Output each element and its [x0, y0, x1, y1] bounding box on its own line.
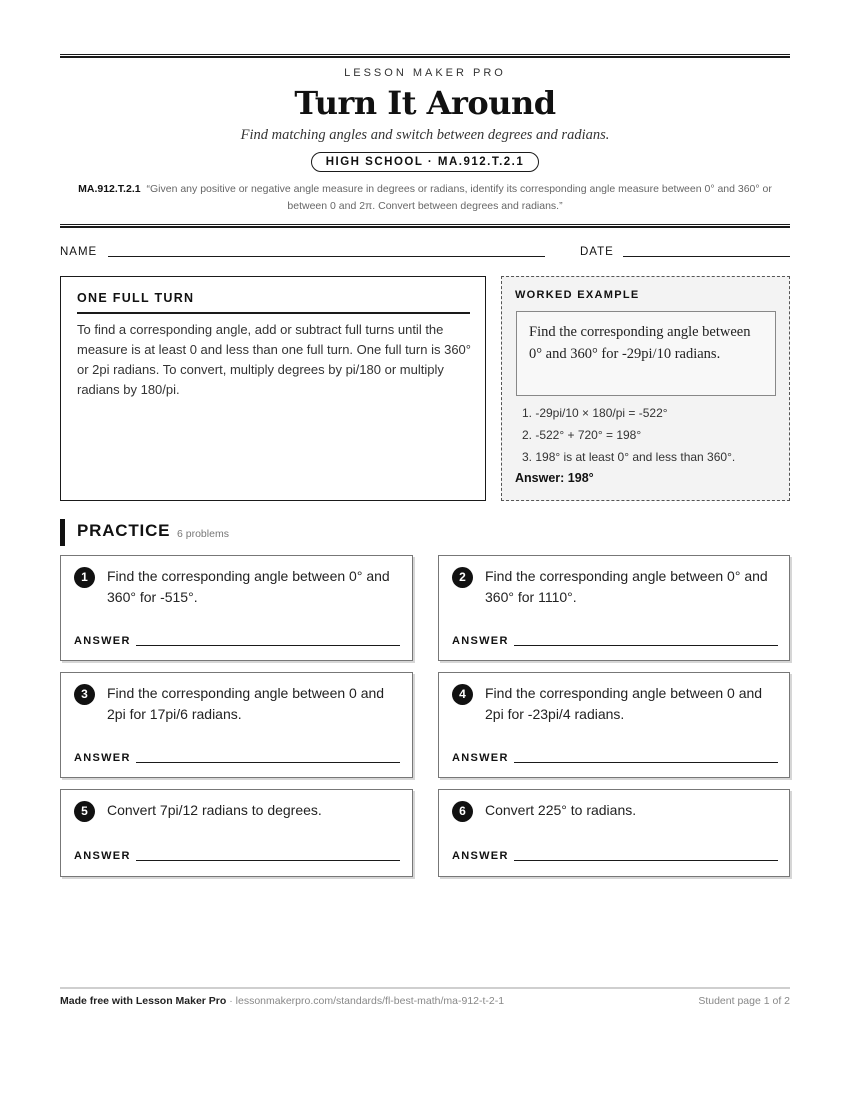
- problem-card: [438, 672, 790, 778]
- worksheet-title: Turn It Around: [294, 84, 556, 122]
- standard-description: [60, 181, 790, 215]
- worked-example-step: 1. -29pi/10 × 180/pi = -522°: [522, 406, 668, 420]
- answer-field[interactable]: [514, 762, 778, 763]
- problem-card: [60, 555, 413, 661]
- problem-text: Find the corresponding angle between 0 and 2pi for 17pi/6 radians.: [107, 685, 385, 722]
- footer-credit: [60, 995, 504, 1007]
- worked-example-step: 2. -522° + 720° = 198°: [522, 428, 642, 442]
- answer-label: ANSWER: [74, 752, 131, 764]
- problem-number: 4: [452, 684, 473, 705]
- answer-field[interactable]: [136, 762, 400, 763]
- answer-field[interactable]: [514, 860, 778, 861]
- intro-heading-rule: [77, 312, 470, 314]
- name-field[interactable]: [108, 256, 545, 257]
- practice-count: 6 problems: [177, 528, 229, 540]
- answer-field[interactable]: [514, 645, 778, 646]
- brand-name: LESSON MAKER PRO: [344, 67, 506, 79]
- problem-number: 1: [74, 567, 95, 588]
- problem-text: Find the corresponding angle between 0° and 360° for -515°.: [107, 568, 390, 605]
- worked-example-answer: Answer: 198°: [515, 471, 594, 485]
- date-label: DATE: [580, 246, 614, 258]
- answer-field[interactable]: [136, 645, 400, 646]
- worked-example-steps: [522, 402, 735, 468]
- footer-made-with: Made free with Lesson Maker Pro: [60, 995, 227, 1007]
- worksheet-subtitle: Find matching angles and switch between degrees and radians.: [240, 127, 610, 143]
- worksheet-page: [60, 0, 790, 1100]
- footer-rule: [60, 987, 790, 989]
- worked-example-label: WORKED EXAMPLE: [515, 289, 640, 301]
- name-label: NAME: [60, 246, 98, 258]
- answer-label: ANSWER: [452, 850, 509, 862]
- standard-code: MA.912.T.2.1: [78, 183, 141, 195]
- problem-text: Find the corresponding angle between 0 and 2pi for -23pi/4 radians.: [485, 685, 763, 722]
- answer-label: ANSWER: [452, 635, 509, 647]
- header-bottom-rule: [60, 224, 790, 228]
- problem-number: 5: [74, 801, 95, 822]
- footer-url[interactable]: · lessonmakerpro.com/standards/fl-best-math/ma-912-t-2-1: [226, 995, 505, 1007]
- top-rule: [60, 54, 790, 58]
- problem-text: Convert 225° to radians.: [485, 802, 637, 818]
- worked-example-card: [501, 276, 790, 501]
- problem-number: 6: [452, 801, 473, 822]
- problem-card: [60, 789, 413, 877]
- answer-label: ANSWER: [74, 850, 131, 862]
- problem-card: [438, 555, 790, 661]
- answer-label: ANSWER: [74, 635, 131, 647]
- problem-card: [438, 789, 790, 877]
- problem-text: Find the corresponding angle between 0° and 360° for 1110°.: [485, 568, 768, 605]
- worked-example-question: Find the corresponding angle between 0° and 360° for -29pi/10 radians.: [516, 311, 776, 396]
- footer-page-number: Student page 1 of 2: [698, 995, 790, 1007]
- problem-number: 3: [74, 684, 95, 705]
- problem-text: Convert 7pi/12 radians to degrees.: [107, 802, 322, 818]
- worked-example-step: 3. 198° is at least 0° and less than 360°.: [522, 450, 736, 464]
- practice-heading: PRACTICE: [77, 521, 171, 540]
- answer-field[interactable]: [136, 860, 400, 861]
- problem-card: [60, 672, 413, 778]
- answer-label: ANSWER: [452, 752, 509, 764]
- practice-accent-bar: [60, 519, 65, 546]
- standard-text: “Given any positive or negative angle measure in degrees or radians, identify its corresponding angle measure between 0° and 360° or between 0 and 2π. Convert between degrees and radians.”: [146, 183, 772, 212]
- intro-heading: ONE FULL TURN: [77, 291, 195, 305]
- intro-body: To find a corresponding angle, add or subtract full turns until the measure is at least 0 and less than one full turn. One full turn is 360° or 2pi radians. To convert, multiply degrees by pi/180 or multiply radians by 180/pi.: [77, 322, 471, 397]
- date-field[interactable]: [623, 256, 790, 257]
- problem-number: 2: [452, 567, 473, 588]
- grade-standard-badge: HIGH SCHOOL · MA.912.T.2.1: [311, 152, 540, 172]
- intro-card: [60, 276, 486, 501]
